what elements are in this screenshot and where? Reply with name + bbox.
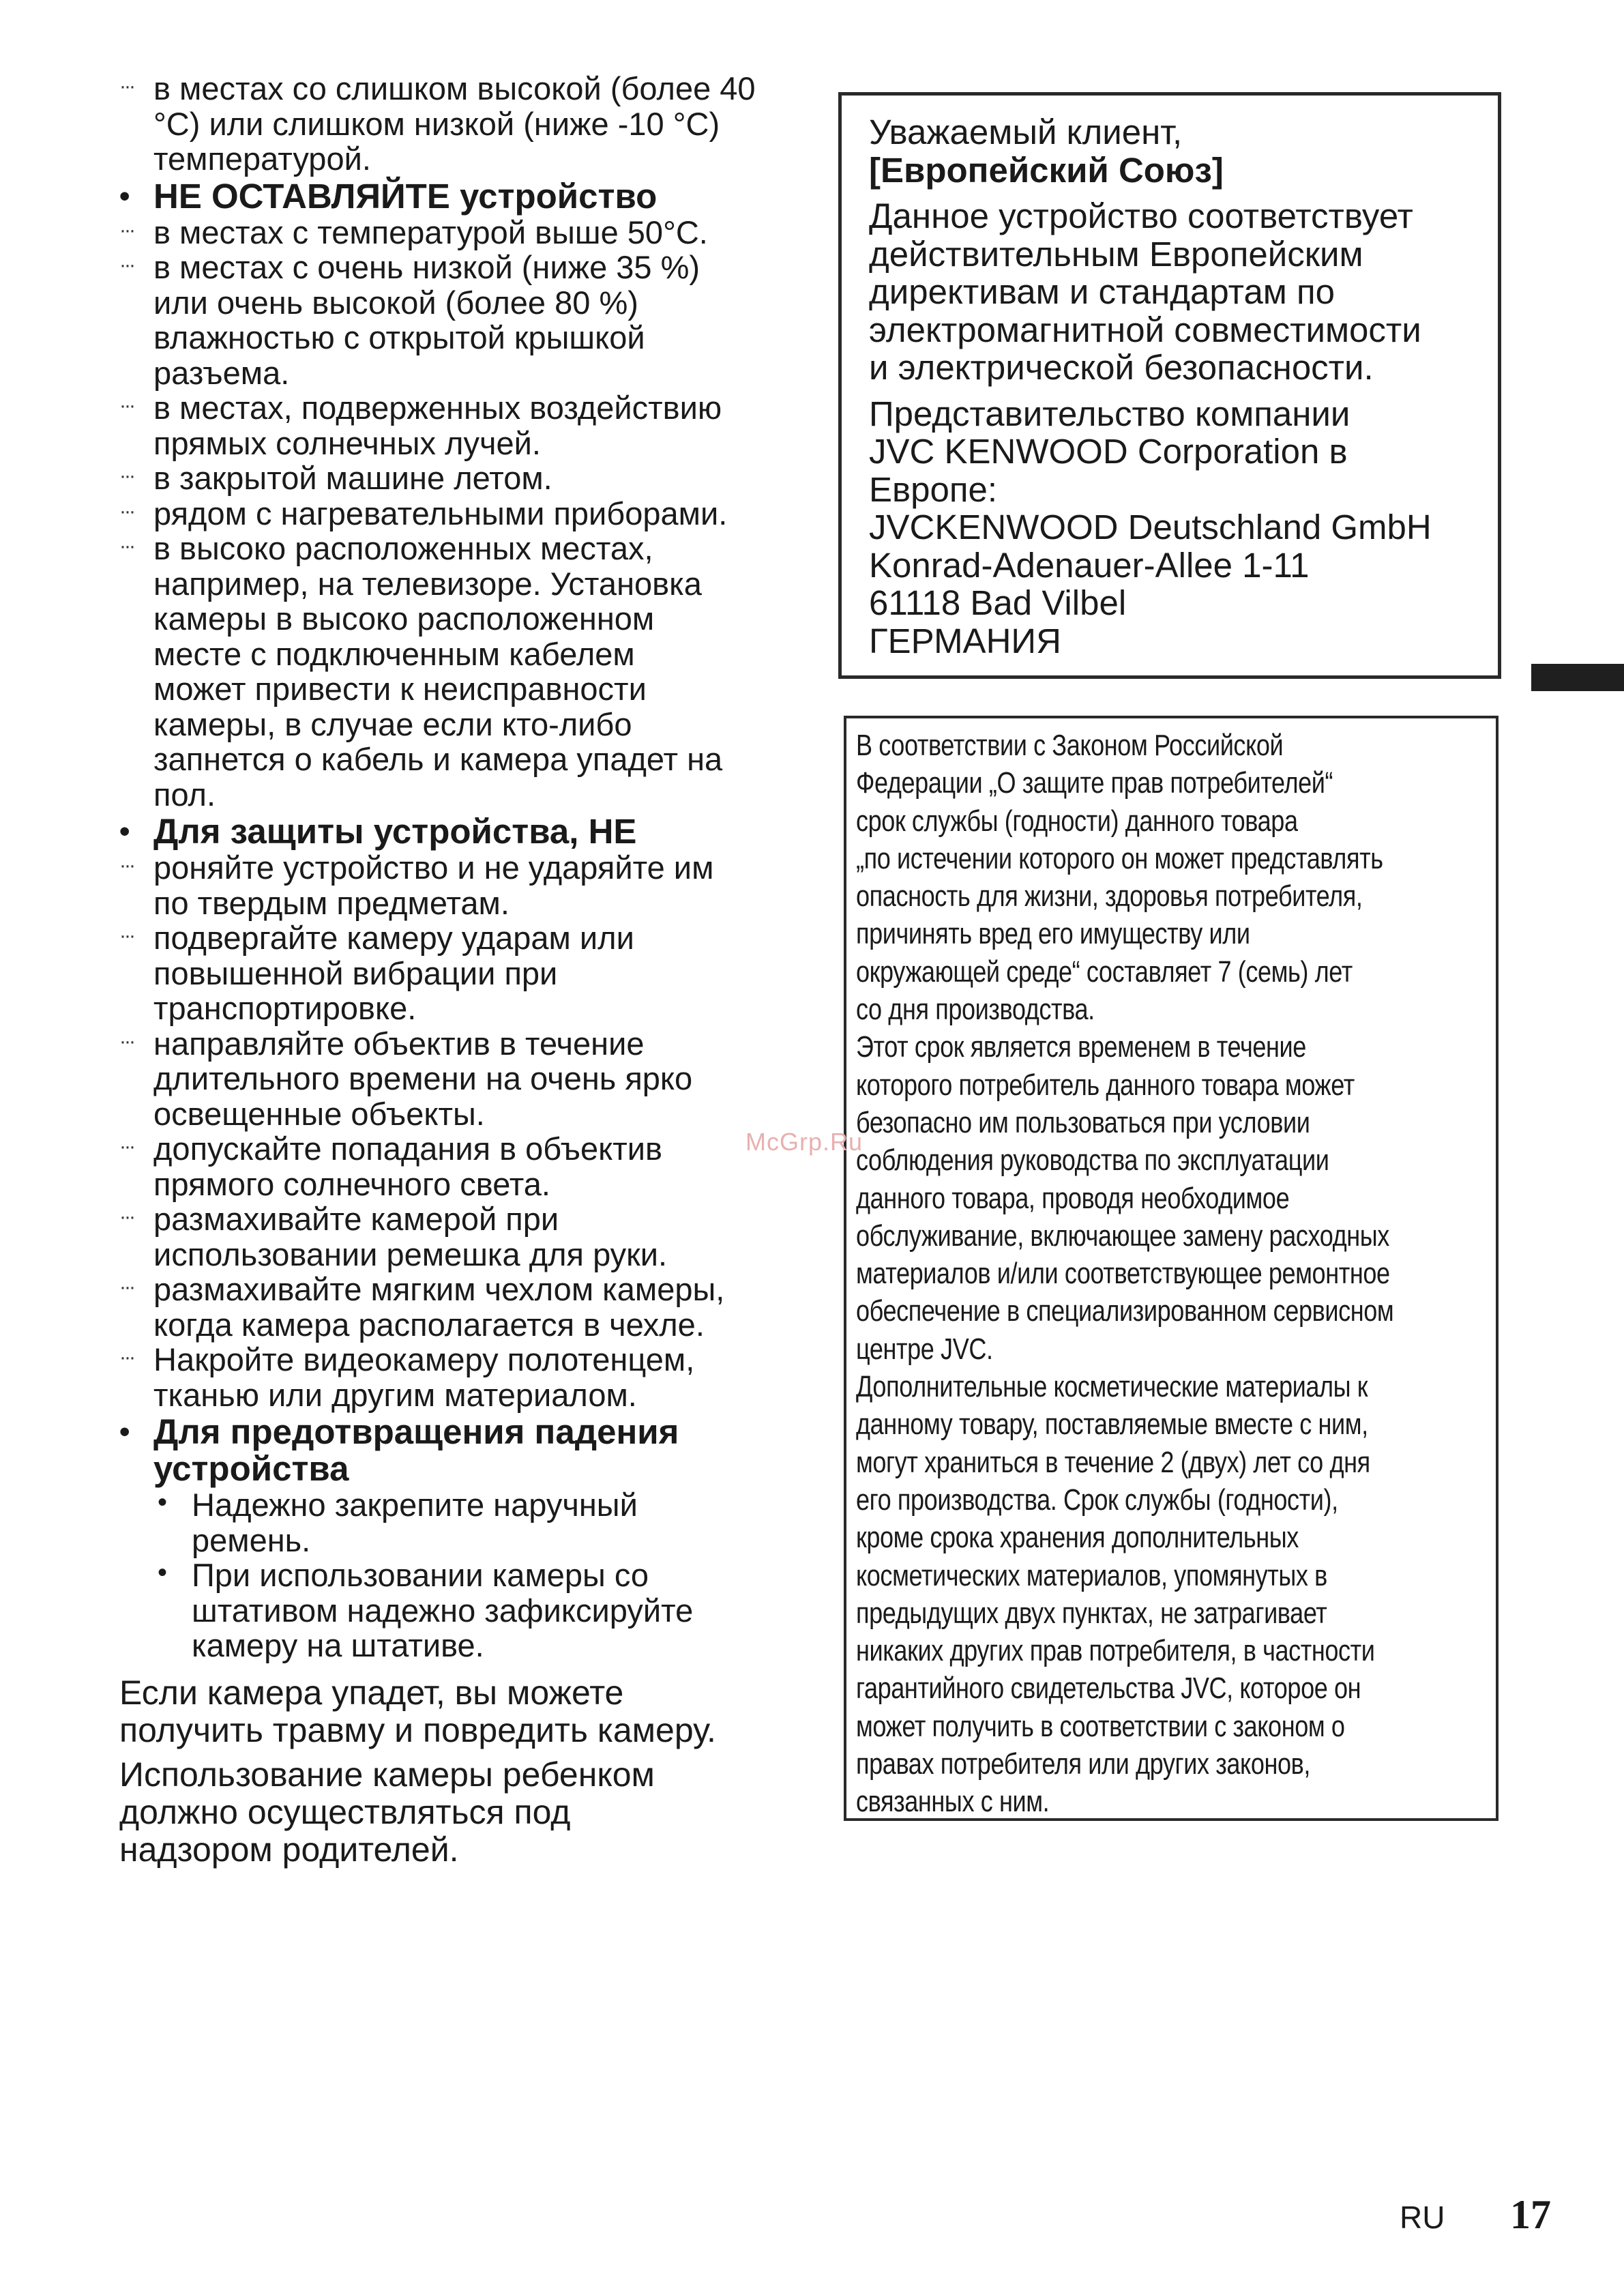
list-item: ··· в местах, подверженных воздействию прямых солнечных лучей. xyxy=(119,390,722,461)
list-item: ··· роняйте устройство и не ударяйте им по твердым предметам. xyxy=(119,849,714,921)
list-item: ··· в местах с температурой выше 50°C. xyxy=(119,214,708,250)
left-column xyxy=(119,71,801,1869)
watermark: McGrp.Ru xyxy=(745,1128,863,1156)
eu-greeting: Уважаемый клиент, xyxy=(869,113,1183,151)
list-item: ··· рядом с нагревательными приборами. xyxy=(119,495,728,531)
sub-list-item: • Надежно закрепите наручный ремень. xyxy=(158,1487,638,1558)
list-item: ··· в высоко расположенных местах, например, на телевизоре. Установка камеры в высоко расположенном месте с подключенным кабелем может привести к неисправности камеры, в случае если кто-либо запнется о кабель и камера упадет на пол. xyxy=(119,530,723,813)
list-item: ··· размахивайте мягким чехлом камеры, когда камера располагается в чехле. xyxy=(119,1271,725,1343)
list-item: ··· в закрытой машине летом. xyxy=(119,460,552,496)
list-item: ··· подвергайте камеру ударам или повышенной вибрации при транспортировке. xyxy=(119,920,634,1026)
eu-representative-address: Представительство компании JVC KENWOOD Corporation в Европе: JVCKENWOOD Deutschland GmbH Konrad-Adenauer-Allee 1-11 61118 Bad Vilbel ГЕРМАНИЯ xyxy=(869,394,1432,660)
section-tab-marker xyxy=(1531,664,1624,691)
paragraph-fall-warning: Если камера упадет, вы можете получить травму и повредить камеру. xyxy=(119,1673,716,1749)
eu-region: [Европейский Союз] xyxy=(869,150,1224,190)
list-item: ··· допускайте попадания в объектив прямого солнечного света. xyxy=(119,1130,663,1202)
sub-list-item: • При использовании камеры со штативом надежно зафиксируйте камеру на штативе. xyxy=(158,1557,694,1663)
list-item: ··· направляйте объектив в течение длительного времени на очень ярко освещенные объекты. xyxy=(119,1025,693,1132)
footer-language: RU xyxy=(1400,2200,1445,2235)
list-item: ··· в местах со слишком высокой (более 40 °C) или слишком низкой (ниже -10 °C) температурой. xyxy=(119,70,756,177)
dots-marker: ··· xyxy=(119,75,134,98)
ru-consumer-law-box: В соответствии с Законом Российской Федерации „О защите прав потребителей“ срок службы (годности) данного товара „по истечении которого он может представлять опасность для жизни, здоровья потребителя, причинять вред его имуществу или окружающей среде“ составляет 7 (семь) лет со дня производства. Этот срок является временем в течение которого потребитель данного товара может безопасно им пользоваться при условии соблюдения руководства по эксплуатации данного товара, проводя необходимое обслуживание, включающее замену расходных материалов и/или соответствующее ремонтное обеспечение в специализированном сервисном центре JVC. Дополнительные косметические материалы к данному товару, поставляемые вместе с ним, могут храниться в течение 2 (двух) лет со дня его производства. Срок службы (годности), кроме срока хранения дополнительных косметических материалов, упомянутых в предыдущих двух пунктах, не затрагивает никаких других прав потребителя, в частности гарантийного свидетельства JVC, которое он может получить в соответствии с законом о правах потребителя или других законов, связанных с ним. xyxy=(844,716,1498,1821)
list-item: ··· Накройте видеокамеру полотенцем, тканью или другим материалом. xyxy=(119,1341,695,1413)
eu-compliance-text: Данное устройство соответствует действительным Европейским директивам и стандартам по электромагнитной совместимости и электрической безопасности. xyxy=(869,196,1421,387)
paragraph-child-use: Использование камеры ребенком должно осуществляться под надзором родителей. xyxy=(119,1755,655,1869)
list-item: ··· в местах с очень низкой (ниже 35 %) или очень высокой (более 80 %) влажностью с открытой крышкой разъема. xyxy=(119,249,700,391)
heading-fall-prevention: • Для предотвращения падения устройства xyxy=(119,1412,679,1488)
list-item: ··· размахивайте камерой при использовании ремешка для руки. xyxy=(119,1201,668,1272)
page-number: 17 xyxy=(1510,2192,1551,2237)
heading-protection: • Для защиты устройства, НЕ xyxy=(119,812,637,851)
eu-notice-box xyxy=(838,92,1501,679)
heading-do-not-leave: • НЕ ОСТАВЛЯЙТЕ устройство xyxy=(119,176,658,216)
